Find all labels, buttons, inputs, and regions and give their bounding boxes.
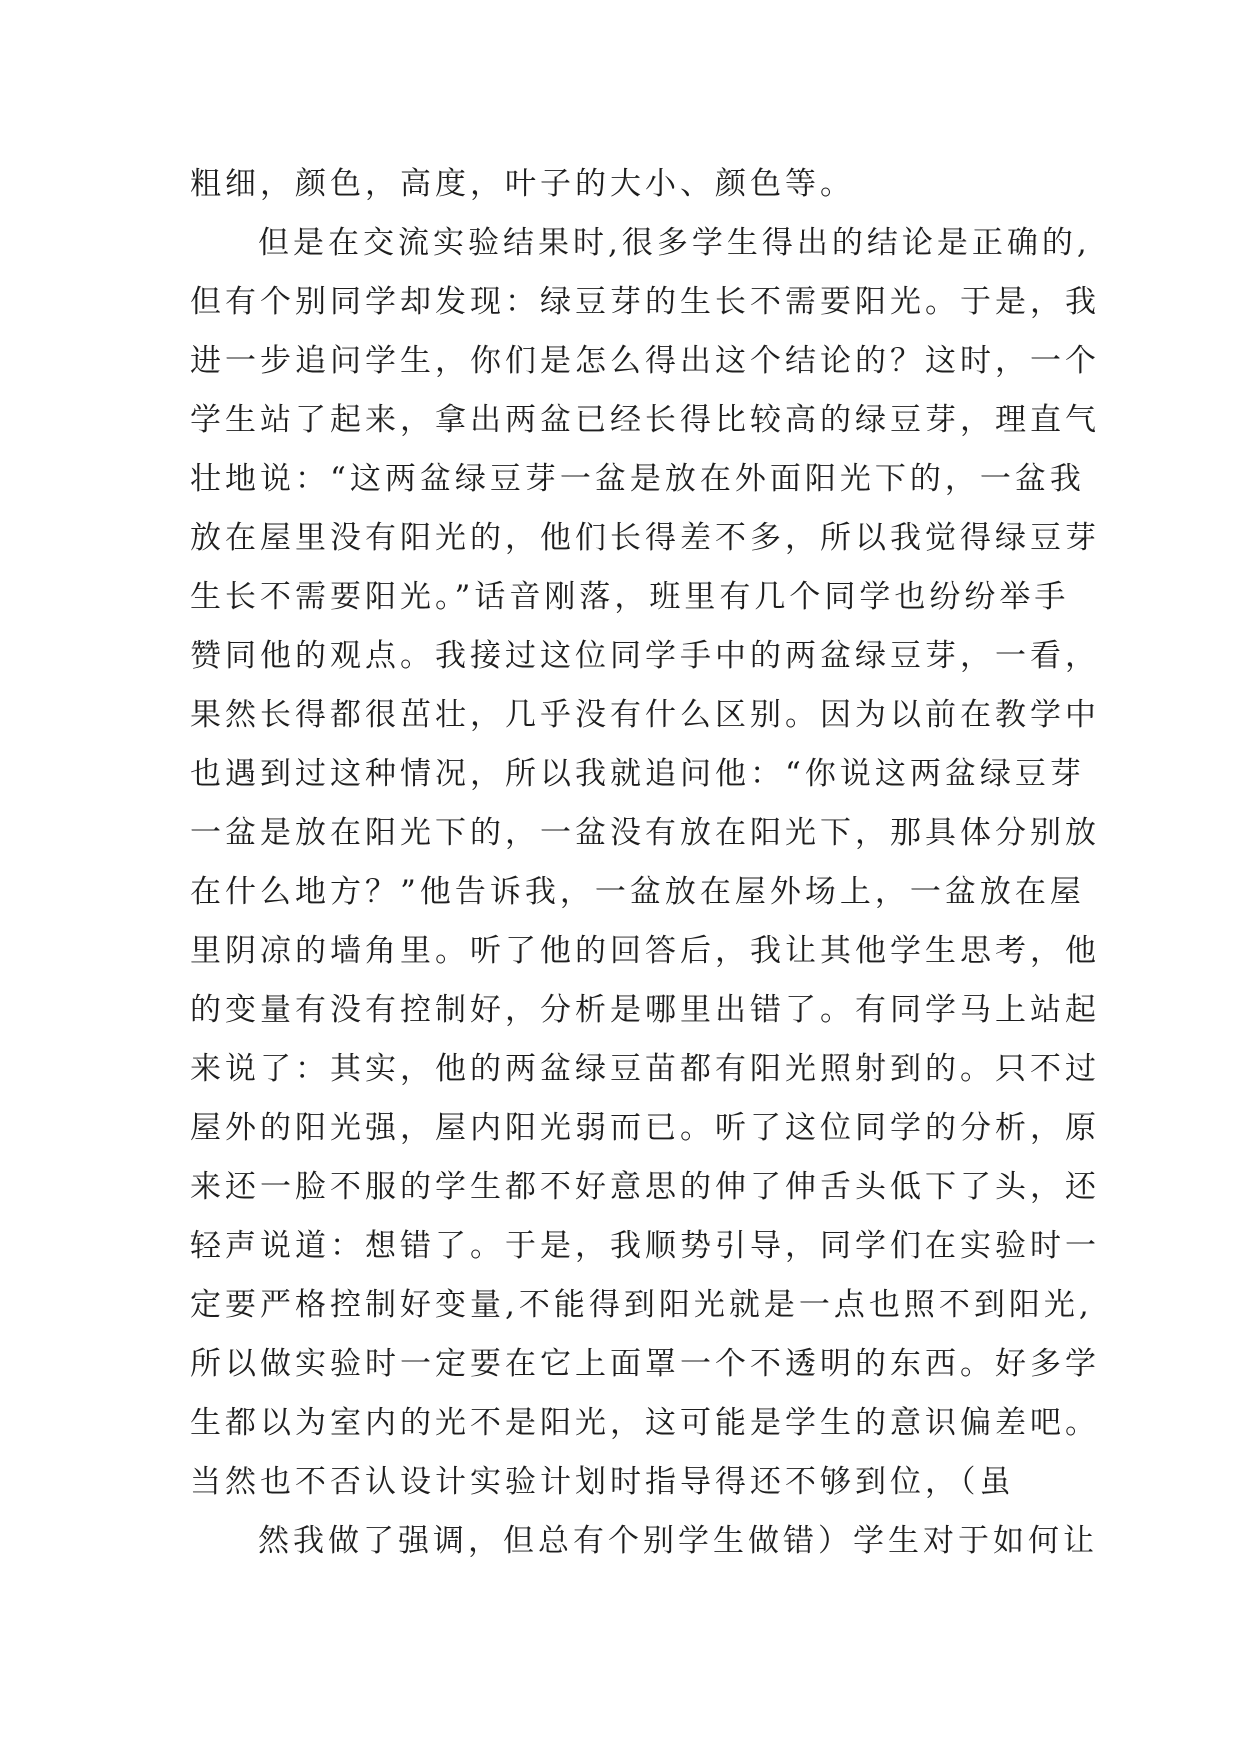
text-line-8: 生长不需要阳光。”话音刚落，班里有几个同学也纷纷举手 <box>190 579 1070 615</box>
text-line-11: 也遇到过这种情况，所以我就追问他：“你说这两盆绿豆芽 <box>190 756 1085 792</box>
text-line-10: 果然长得都很茁壮，几乎没有什么区别。因为以前在教学中 <box>190 697 1100 733</box>
text-line-16: 来说了：其实，他的两盆绿豆苗都有阳光照射到的。只不过 <box>190 1051 1100 1087</box>
text-line-15: 的变量有没有控制好，分析是哪里出错了。有同学马上站起 <box>190 992 1100 1028</box>
text-line-18: 来还一脸不服的学生都不好意思的伸了伸舌头低下了头，还 <box>190 1169 1100 1205</box>
text-line-5: 学生站了起来，拿出两盆已经长得比较高的绿豆芽，理直气 <box>190 402 1100 438</box>
text-line-21: 所以做实验时一定要在它上面罩一个不透明的东西。好多学 <box>190 1346 1100 1382</box>
text-line-7: 放在屋里没有阳光的，他们长得差不多，所以我觉得绿豆芽 <box>190 520 1100 556</box>
text-line-19: 轻声说道：想错了。于是，我顺势引导，同学们在实验时一 <box>190 1228 1100 1264</box>
text-line-1: 粗细，颜色，高度，叶子的大小、颜色等。 <box>190 166 855 202</box>
text-line-14: 里阴凉的墙角里。听了他的回答后，我让其他学生思考，他 <box>190 933 1100 969</box>
text-line-4: 进一步追问学生，你们是怎么得出这个结论的？这时，一个 <box>190 343 1100 379</box>
text-line-2: 但是在交流实验结果时,很多学生得出的结论是正确的, <box>258 225 1091 261</box>
text-line-12: 一盆是放在阳光下的，一盆没有放在阳光下，那具体分别放 <box>190 815 1100 851</box>
text-line-17: 屋外的阳光强，屋内阳光弱而已。听了这位同学的分析，原 <box>190 1110 1100 1146</box>
text-line-22: 生都以为室内的光不是阳光，这可能是学生的意识偏差吧。 <box>190 1405 1100 1441</box>
text-line-13: 在什么地方？”他告诉我，一盆放在屋外场上，一盆放在屋 <box>190 874 1085 910</box>
body-text <box>190 155 1100 1571</box>
text-line-3: 但有个别同学却发现：绿豆芽的生长不需要阳光。于是，我 <box>190 284 1100 320</box>
text-line-6: 壮地说：“这两盆绿豆芽一盆是放在外面阳光下的，一盆我 <box>190 461 1085 497</box>
text-line-24: 然我做了强调，但总有个别学生做错）学生对于如何让 <box>258 1523 1098 1559</box>
text-line-9: 赞同他的观点。我接过这位同学手中的两盆绿豆芽，一看， <box>190 638 1100 674</box>
text-line-23: 当然也不否认设计实验计划时指导得还不够到位，（虽 <box>190 1464 1015 1500</box>
text-line-20: 定要严格控制好变量,不能得到阳光就是一点也照不到阳光, <box>190 1287 1093 1323</box>
